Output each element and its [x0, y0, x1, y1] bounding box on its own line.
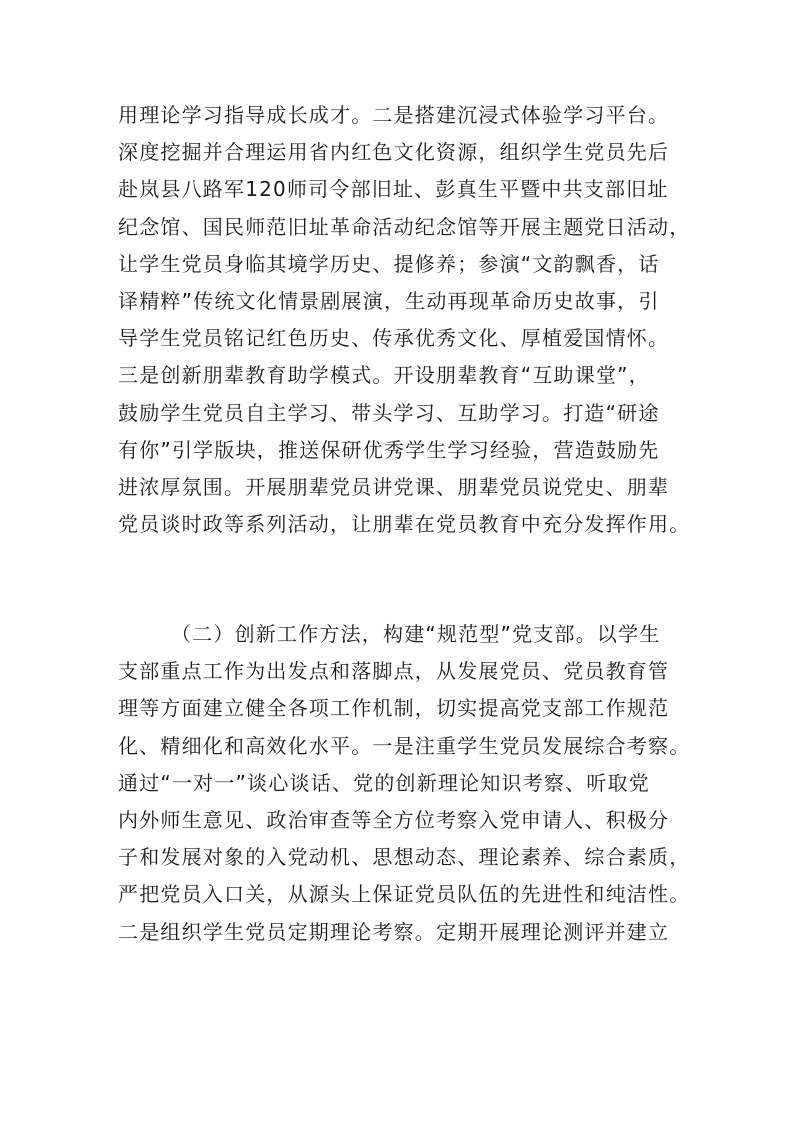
paragraph-1 [118, 97, 691, 543]
text-line: 鼓励学生党员自主学习、带头学习、互助学习。打造“研途 [118, 400, 660, 425]
text-line: 严把党员入口关，从源头上保证党员队伍的先进性和纯洁性。 [118, 882, 691, 907]
text-line: 二是组织学生党员定期理论考察。定期开展理论测评并建立 [118, 919, 670, 944]
text-line: 内外师生意见、政治审查等全方位考察入党申请人、积极分 [118, 807, 670, 832]
paragraph-2 [118, 616, 691, 951]
text-line: 译精粹”传统文化情景剧展演，生动再现革命历史故事，引 [118, 288, 660, 313]
text-line: 让学生党员身临其境学历史、提修养；参演“文韵飘香，话 [118, 251, 660, 276]
text-line: 子和发展对象的入党动机、思想动态、理论素养、综合素质， [118, 845, 691, 870]
text-line: 有你”引学版块，推送保研优秀学生学习经验，营造鼓励先 [118, 437, 660, 462]
text-line: 通过“一对一”谈心谈话、党的创新理论知识考察、听取党 [118, 770, 650, 795]
text-line: 三是创新朋辈教育助学模式。开设朋辈教育“互助课堂”， [118, 363, 650, 388]
text-line: 化、精细化和高效化水平。一是注重学生党员发展综合考察。 [118, 733, 691, 758]
text-line: 赴岚县八路军120师司令部旧址、彭真生平暨中共支部旧址 [118, 177, 669, 202]
text-line: 进浓厚氛围。开展朋辈党员讲党课、朋辈党员说党史、朋辈 [118, 474, 670, 499]
text-line: 支部重点工作为出发点和落脚点，从发展党员、党员教育管 [118, 659, 670, 684]
text-line: 用理论学习指导成长成才。二是搭建沉浸式体验学习平台。 [118, 103, 670, 127]
text-line: 党员谈时政等系列活动，让朋辈在党员教育中充分发挥作用。 [118, 512, 691, 537]
text-line: 纪念馆、国民师范旧址革命活动纪念馆等开展主题党日活动， [118, 214, 691, 239]
text-line: 导学生党员铭记红色历史、传承优秀文化、厚植爱国情怀。 [118, 326, 670, 351]
text-line: 深度挖掘并合理运用省内红色文化资源，组织学生党员先后 [118, 140, 670, 165]
text-line: 理等方面建立健全各项工作机制，切实提高党支部工作规范 [118, 696, 670, 721]
text-line-indented: （二）创新工作方法，构建“规范型”党支部。以学生 [171, 622, 661, 646]
